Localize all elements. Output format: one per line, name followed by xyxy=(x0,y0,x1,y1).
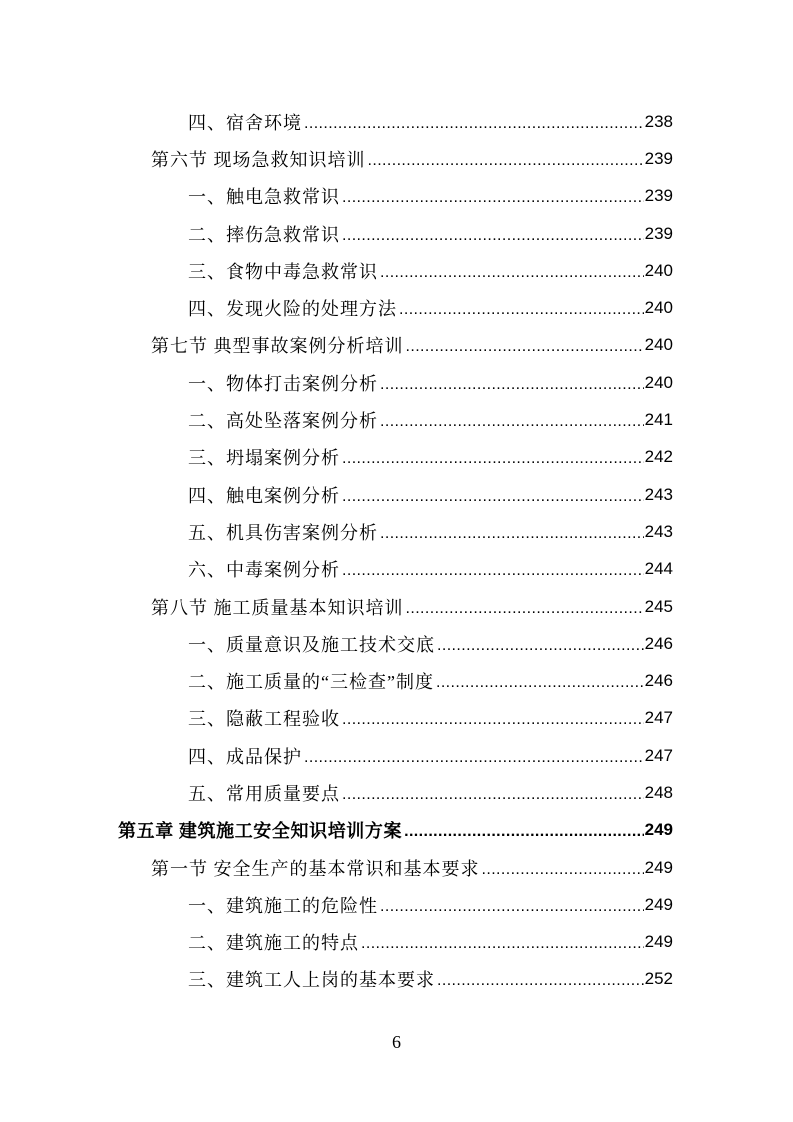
toc-entry-page-number: 248 xyxy=(644,782,673,802)
toc-entry-title: 第五章 建筑施工安全知识培训方案 xyxy=(118,821,403,842)
toc-entry-title: 第八节 施工质量基本知识培训 xyxy=(151,597,404,618)
toc-entry-title: 一、建筑施工的危险性 xyxy=(188,895,378,916)
toc-entry-page-number: 249 xyxy=(644,894,673,914)
toc-entry-title: 六、中毒案例分析 xyxy=(188,560,340,581)
toc-entry-page-number: 249 xyxy=(644,820,673,840)
toc-entry-item xyxy=(0,401,793,438)
toc-entry-section xyxy=(0,140,793,177)
toc-entry-item xyxy=(0,215,793,252)
toc-entry-title: 三、食物中毒急救常识 xyxy=(188,261,378,282)
toc-entry-title: 四、发现火险的处理方法 xyxy=(188,299,397,320)
toc-entry-page-number: 247 xyxy=(644,708,673,728)
toc-dot-leader xyxy=(361,936,644,952)
toc-entry-title: 五、机具伤害案例分析 xyxy=(188,522,378,543)
toc-entry-page-number: 246 xyxy=(644,633,673,653)
toc-entry-chapter xyxy=(0,812,793,849)
toc-entry-item xyxy=(0,625,793,662)
toc-entry-page-number: 240 xyxy=(644,260,673,280)
toc-entry-item xyxy=(0,886,793,923)
toc-entry-title: 第六节 现场急救知识培训 xyxy=(151,149,366,170)
toc-entry-page-number: 241 xyxy=(644,410,673,430)
toc-entry-title: 三、建筑工人上岗的基本要求 xyxy=(188,970,435,991)
toc-entry-page-number: 246 xyxy=(644,671,673,691)
toc-entry-title: 四、宿舍环境 xyxy=(188,112,302,133)
toc-dot-leader xyxy=(380,414,644,430)
toc-entry-title: 第七节 典型事故案例分析培训 xyxy=(151,336,404,357)
toc-dot-leader xyxy=(342,712,644,728)
toc-dot-leader xyxy=(437,973,644,989)
toc-dot-leader xyxy=(380,377,644,393)
toc-entry-item xyxy=(0,961,793,998)
toc-dot-leader xyxy=(482,862,644,878)
toc-entry-item xyxy=(0,439,793,476)
toc-entry-page-number: 249 xyxy=(644,932,673,952)
toc-dot-leader xyxy=(342,228,644,244)
toc-entry-title: 五、常用质量要点 xyxy=(188,783,340,804)
toc-entry-page-number: 239 xyxy=(644,223,673,243)
toc-entry-item xyxy=(0,774,793,811)
toc-entry-item xyxy=(0,103,793,140)
toc-dot-leader xyxy=(399,302,644,318)
toc-dot-leader xyxy=(437,638,644,654)
toc-entry-title: 二、施工质量的“三检查”制度 xyxy=(188,672,434,693)
toc-entry-title: 二、摔伤急救常识 xyxy=(188,224,340,245)
toc-entry-title: 二、高处坠落案例分析 xyxy=(188,411,378,432)
toc-entry-item xyxy=(0,662,793,699)
toc-entry-section xyxy=(0,588,793,625)
toc-entry-title: 三、坍塌案例分析 xyxy=(188,448,340,469)
toc-entry-title: 四、触电案例分析 xyxy=(188,485,340,506)
toc-entry-page-number: 247 xyxy=(644,745,673,765)
toc-entry-item xyxy=(0,737,793,774)
toc-dot-leader xyxy=(404,824,644,840)
toc-entry-section xyxy=(0,849,793,886)
toc-dot-leader xyxy=(342,190,644,206)
toc-dot-leader xyxy=(342,563,644,579)
toc-entry-item xyxy=(0,252,793,289)
toc-entry-page-number: 239 xyxy=(644,148,673,168)
toc-entry-section xyxy=(0,327,793,364)
toc-dot-leader xyxy=(368,153,644,169)
toc-dot-leader xyxy=(436,675,644,691)
toc-entry-title: 一、物体打击案例分析 xyxy=(188,373,378,394)
toc-entry-title: 第一节 安全生产的基本常识和基本要求 xyxy=(151,858,480,879)
toc-dot-leader xyxy=(380,899,644,915)
toc-entry-page-number: 245 xyxy=(644,596,673,616)
toc-dot-leader xyxy=(342,787,644,803)
toc-entry-page-number: 252 xyxy=(644,969,673,989)
toc-entry-page-number: 240 xyxy=(644,298,673,318)
toc-entry-item xyxy=(0,364,793,401)
toc-dot-leader xyxy=(380,265,644,281)
toc-entry-page-number: 243 xyxy=(644,484,673,504)
toc-dot-leader xyxy=(304,750,644,766)
toc-entry-title: 一、触电急救常识 xyxy=(188,187,340,208)
toc-entry-item xyxy=(0,476,793,513)
toc-entry-page-number: 240 xyxy=(644,372,673,392)
toc-entry-page-number: 243 xyxy=(644,521,673,541)
toc-entry-page-number: 242 xyxy=(644,447,673,467)
toc-entry-item xyxy=(0,551,793,588)
toc-entry-item xyxy=(0,178,793,215)
toc-dot-leader xyxy=(304,116,644,132)
toc-entry-item xyxy=(0,513,793,550)
toc-entry-item xyxy=(0,700,793,737)
toc-dot-leader xyxy=(406,601,644,617)
table-of-contents xyxy=(0,103,793,998)
toc-dot-leader xyxy=(380,526,644,542)
toc-entry-page-number: 239 xyxy=(644,186,673,206)
toc-entry-title: 三、隐蔽工程验收 xyxy=(188,709,340,730)
toc-dot-leader xyxy=(342,489,644,505)
toc-entry-page-number: 240 xyxy=(644,335,673,355)
toc-entry-item xyxy=(0,289,793,326)
toc-entry-page-number: 244 xyxy=(644,559,673,579)
toc-dot-leader xyxy=(342,451,644,467)
toc-dot-leader xyxy=(406,339,644,355)
toc-entry-title: 四、成品保护 xyxy=(188,746,302,767)
toc-entry-page-number: 249 xyxy=(644,857,673,877)
toc-entry-item xyxy=(0,924,793,961)
toc-entry-title: 一、质量意识及施工技术交底 xyxy=(188,634,435,655)
toc-entry-title: 二、建筑施工的特点 xyxy=(188,933,359,954)
toc-entry-page-number: 238 xyxy=(644,111,673,131)
page-number: 6 xyxy=(392,1032,401,1052)
